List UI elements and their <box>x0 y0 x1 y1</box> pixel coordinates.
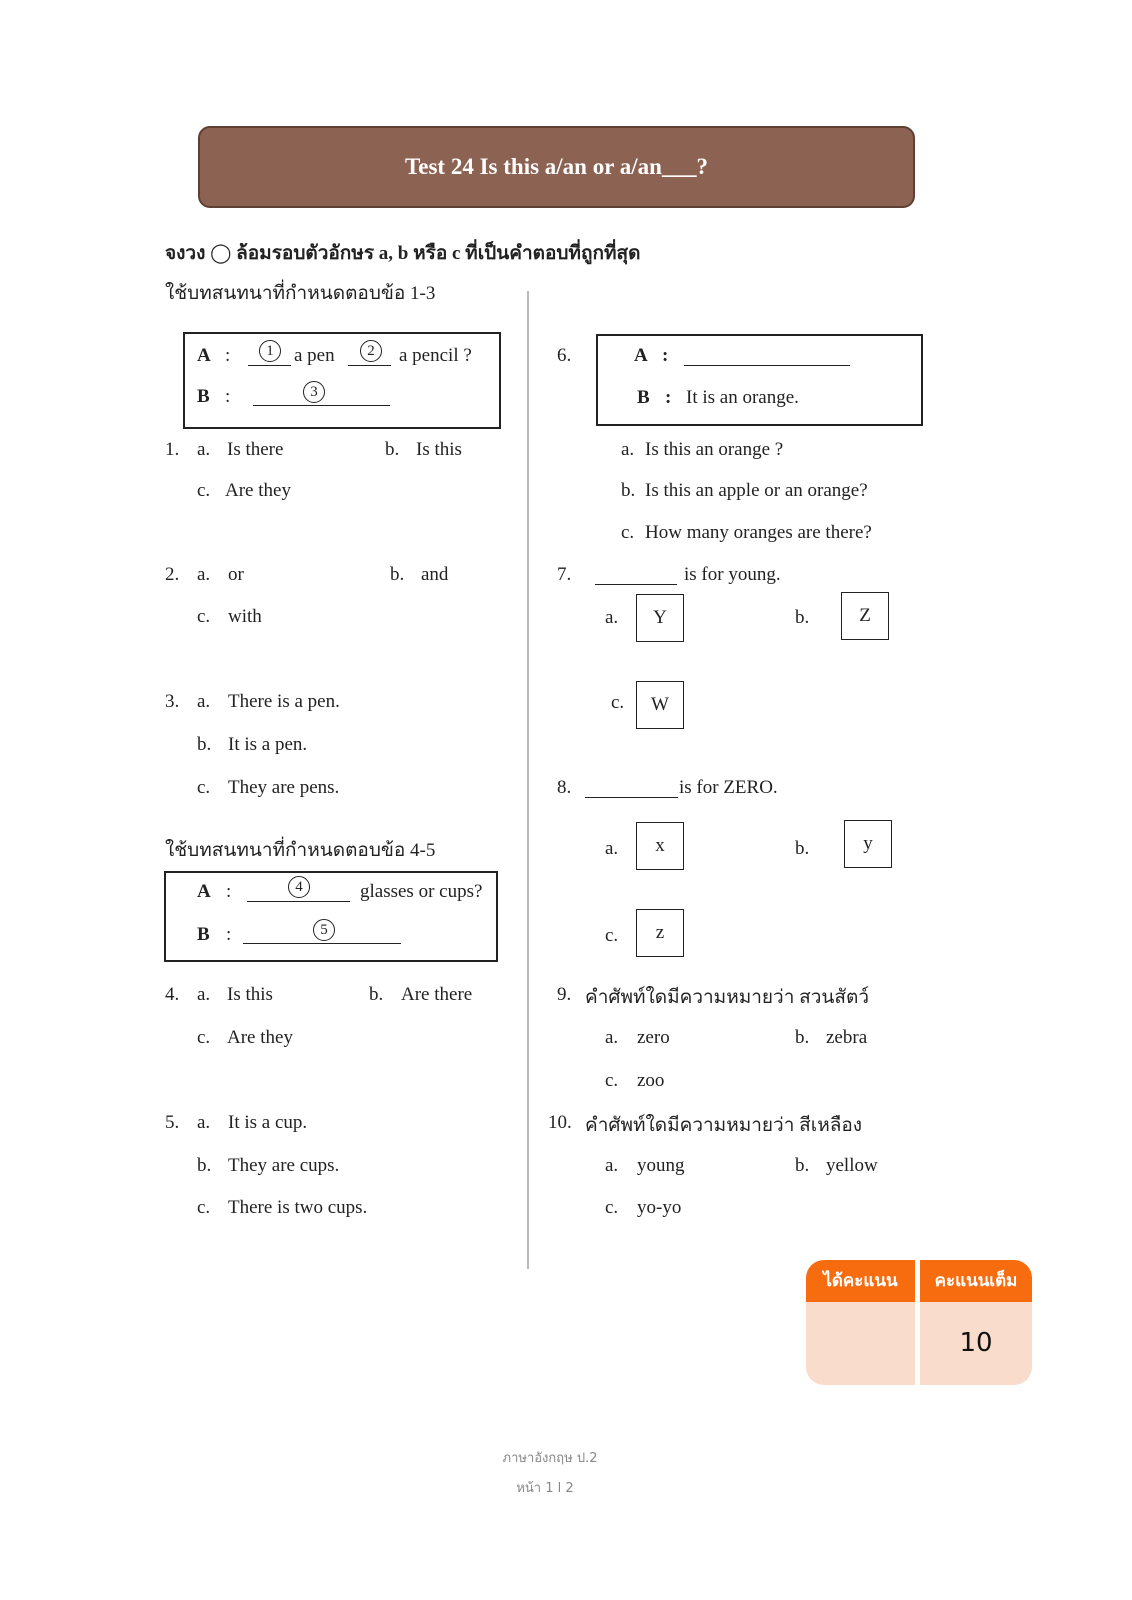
option-letter[interactable]: c. <box>611 692 625 713</box>
option-letter[interactable]: a. <box>605 838 619 859</box>
blank-number-4: 4 <box>288 876 310 898</box>
option-text[interactable]: young <box>637 1155 685 1176</box>
column-divider <box>527 291 529 1269</box>
dialog-text: a pen <box>294 345 335 366</box>
option-letter[interactable]: c. <box>605 925 619 946</box>
dialog-text: It is an orange. <box>686 387 799 408</box>
option-letter[interactable]: c. <box>605 1070 619 1091</box>
score-full-value: 10 <box>920 1302 1032 1385</box>
option-letter[interactable]: a. <box>605 1155 619 1176</box>
speaker-a: A <box>197 345 211 366</box>
option-text[interactable]: Are they <box>225 480 291 501</box>
option-letter[interactable]: b. <box>197 734 212 755</box>
option-letter[interactable]: c. <box>197 606 211 627</box>
option-text[interactable]: zebra <box>826 1027 868 1048</box>
option-letter[interactable]: c. <box>197 480 211 501</box>
question-number: 3. <box>165 691 180 712</box>
question-number: 5. <box>165 1112 180 1133</box>
speaker-b: B <box>197 924 210 945</box>
option-text[interactable]: zoo <box>637 1070 665 1091</box>
option-text[interactable]: Is this an apple or an orange? <box>645 480 868 501</box>
question-text: คำศัพท์ใดมีความหมายว่า สวนสัตว์ <box>585 987 869 1008</box>
colon: : <box>225 386 231 407</box>
option-letter[interactable]: c. <box>197 1027 211 1048</box>
option-text[interactable]: It is a pen. <box>228 734 308 755</box>
option-letter[interactable]: b. <box>795 838 810 859</box>
option-text[interactable]: and <box>421 564 449 585</box>
option-letter[interactable]: b. <box>621 480 636 501</box>
option-text[interactable]: Is this <box>416 439 462 460</box>
option-letter-box[interactable]: y <box>844 820 892 868</box>
option-letter[interactable]: a. <box>621 439 635 460</box>
question-text: คำศัพท์ใดมีความหมายว่า สีเหลือง <box>585 1115 863 1136</box>
score-got-label: ได้คะแนน <box>806 1260 915 1302</box>
option-letter[interactable]: a. <box>197 564 211 585</box>
question-number: 4. <box>165 984 180 1005</box>
option-letter[interactable]: a. <box>197 439 211 460</box>
speaker-b: B <box>637 387 650 408</box>
option-letter[interactable]: b. <box>390 564 405 585</box>
option-letter-box[interactable]: Z <box>841 592 889 640</box>
option-letter[interactable]: b. <box>369 984 384 1005</box>
option-text[interactable]: or <box>228 564 244 585</box>
test-title: Test 24 Is this a/an or a/an___? <box>198 126 915 208</box>
blank-number-1: 1 <box>259 340 281 362</box>
score-got-value[interactable] <box>806 1302 915 1385</box>
question-number: 2. <box>165 564 180 585</box>
question-number: 9. <box>557 984 572 1005</box>
question-number: 8. <box>557 777 572 798</box>
option-text[interactable]: It is a cup. <box>228 1112 308 1133</box>
option-text[interactable]: zero <box>637 1027 670 1048</box>
option-text[interactable]: yellow <box>826 1155 878 1176</box>
option-text[interactable]: They are cups. <box>228 1155 340 1176</box>
question-number: 10. <box>548 1112 572 1133</box>
instruction: จงวง ◯ ล้อมรอบตัวอักษร a, b หรือ c ที่เป็นคำตอบที่ถูกที่สุด <box>165 243 641 264</box>
option-letter[interactable]: a. <box>605 1027 619 1048</box>
blank-number-3: 3 <box>303 381 325 403</box>
footer-subject: ภาษาอังกฤษ ป.2 <box>502 1451 598 1466</box>
option-letter[interactable]: b. <box>795 1027 810 1048</box>
speaker-a: A <box>634 345 648 366</box>
option-text[interactable]: Are there <box>401 984 473 1005</box>
option-letter[interactable]: c. <box>605 1197 619 1218</box>
section-heading-1-3: ใช้บทสนทนาที่กำหนดตอบข้อ 1-3 <box>165 283 436 304</box>
dialog-text: a pencil ? <box>399 345 472 366</box>
option-letter-box[interactable]: Y <box>636 594 684 642</box>
option-text[interactable]: There is two cups. <box>228 1197 368 1218</box>
question-text: is for ZERO. <box>679 777 778 798</box>
option-letter[interactable]: b. <box>197 1155 212 1176</box>
option-text[interactable]: They are pens. <box>228 777 340 798</box>
option-text[interactable]: with <box>228 606 262 627</box>
option-letter-box[interactable]: x <box>636 822 684 870</box>
option-text[interactable]: Is this <box>227 984 273 1005</box>
blank-number-5: 5 <box>313 919 335 941</box>
blank-number-2: 2 <box>360 340 382 362</box>
option-letter[interactable]: a. <box>197 984 211 1005</box>
option-letter[interactable]: a. <box>605 607 619 628</box>
dialog-text: glasses or cups? <box>360 881 483 902</box>
colon: : <box>665 387 672 408</box>
section-heading-4-5: ใช้บทสนทนาที่กำหนดตอบข้อ 4-5 <box>165 840 436 861</box>
colon: : <box>226 924 232 945</box>
blank-7 <box>595 584 677 585</box>
score-full-label: คะแนนเต็ม <box>920 1260 1032 1302</box>
question-number: 7. <box>557 564 572 585</box>
option-text[interactable]: Is this an orange ? <box>645 439 784 460</box>
blank-8 <box>585 797 678 798</box>
colon: : <box>225 345 231 366</box>
question-text: is for young. <box>684 564 781 585</box>
option-text[interactable]: There is a pen. <box>228 691 340 712</box>
option-letter[interactable]: b. <box>795 1155 810 1176</box>
option-letter-box[interactable]: z <box>636 909 684 957</box>
option-text[interactable]: How many oranges are there? <box>645 522 872 543</box>
option-letter[interactable]: c. <box>197 1197 211 1218</box>
option-text[interactable]: yo-yo <box>637 1197 682 1218</box>
option-letter[interactable]: b. <box>795 607 810 628</box>
option-letter[interactable]: a. <box>197 691 211 712</box>
option-text[interactable]: Is there <box>227 439 284 460</box>
blank-6 <box>684 365 850 366</box>
blank-4 <box>247 901 350 902</box>
blank-5 <box>243 943 401 944</box>
colon: : <box>226 881 232 902</box>
option-letter[interactable]: b. <box>385 439 400 460</box>
option-letter[interactable]: c. <box>197 777 211 798</box>
option-letter[interactable]: a. <box>197 1112 211 1133</box>
option-letter-box[interactable]: W <box>636 681 684 729</box>
footer-page: หน้า 1 l 2 <box>516 1481 574 1496</box>
colon: : <box>662 345 669 366</box>
question-number: 6. <box>557 345 572 366</box>
blank-3 <box>253 405 390 406</box>
score-box <box>806 1260 1032 1385</box>
blank-1 <box>248 365 291 366</box>
speaker-a: A <box>197 881 211 902</box>
question-number: 1. <box>165 439 180 460</box>
option-text[interactable]: Are they <box>227 1027 293 1048</box>
speaker-b: B <box>197 386 210 407</box>
option-letter[interactable]: c. <box>621 522 635 543</box>
blank-2 <box>348 365 391 366</box>
